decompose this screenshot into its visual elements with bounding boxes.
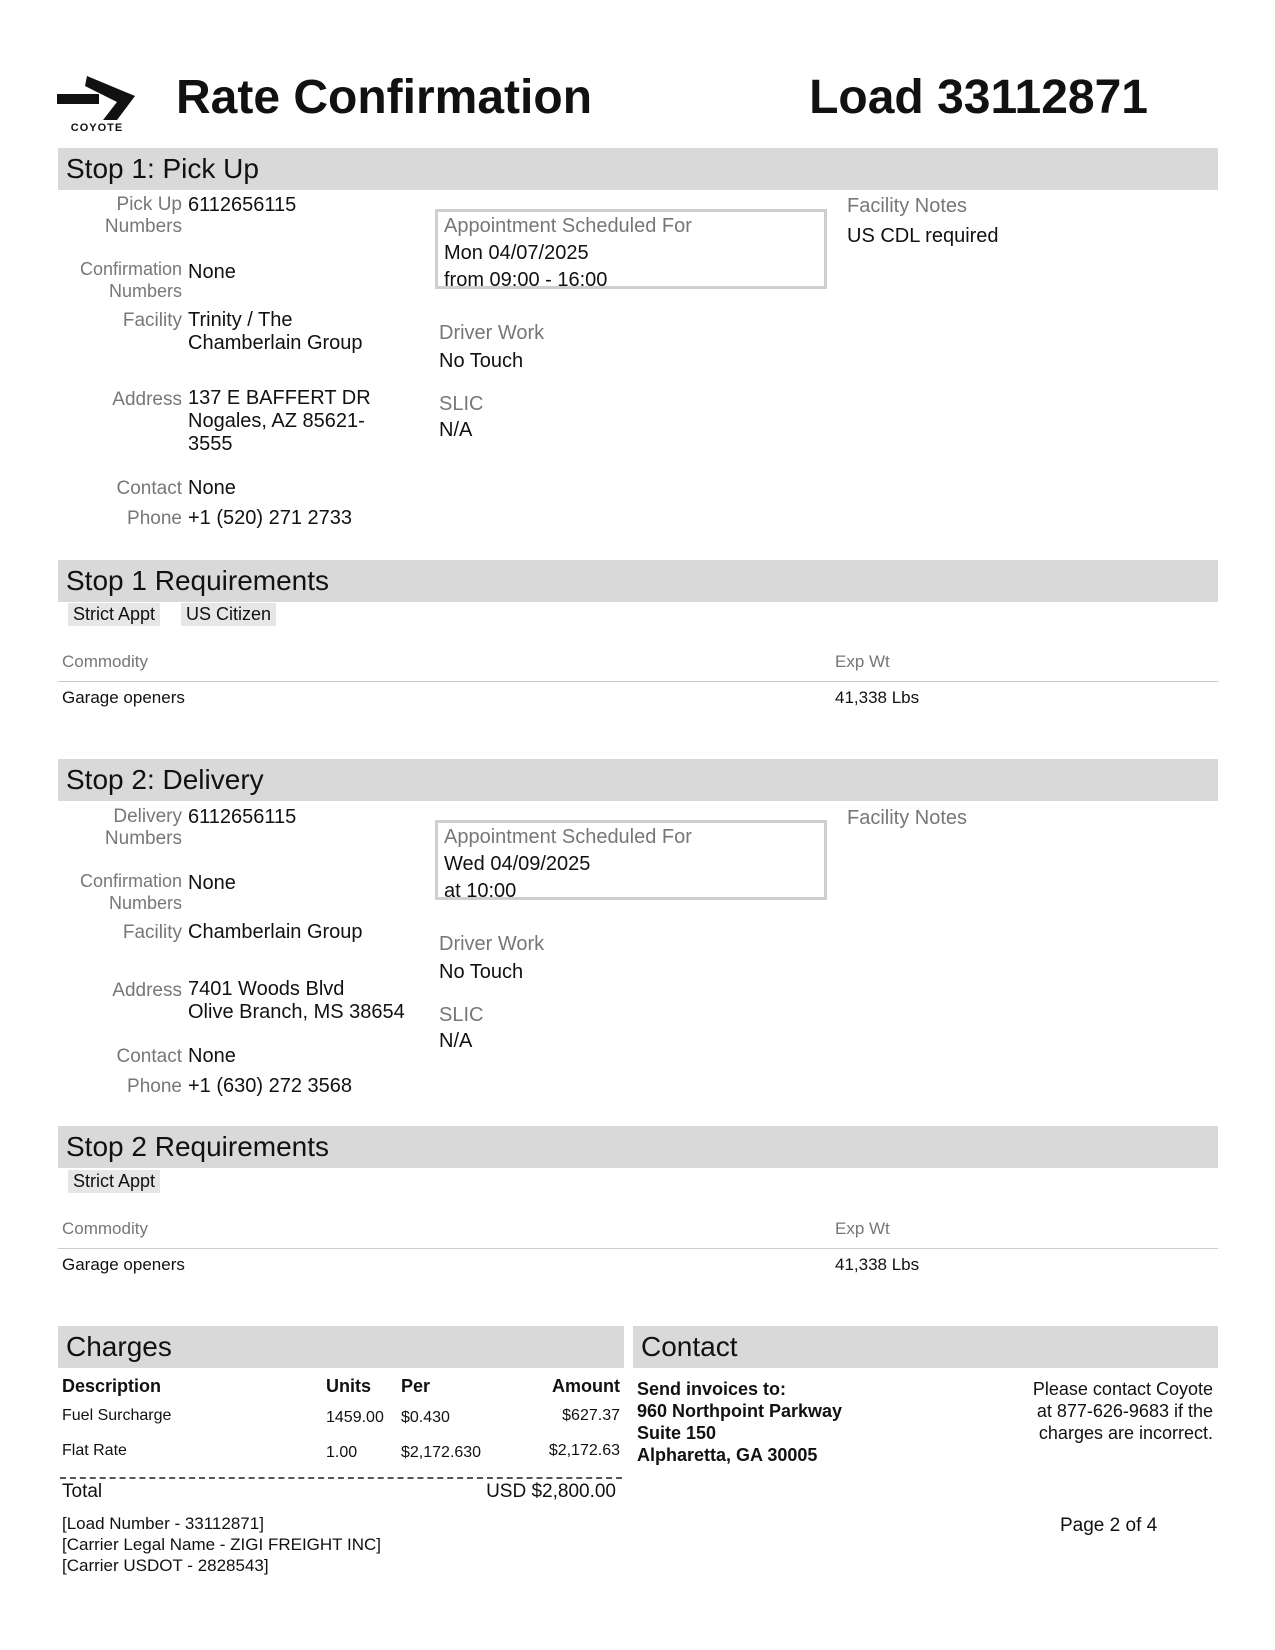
charges-total-divider [60,1477,622,1479]
stop1-confirmation: None [188,261,236,283]
charges-col-per: Per [401,1376,431,1396]
contact-note [960,1378,1213,1444]
load-number: Load 33112871 [809,71,1148,124]
footer-load-number: [Load Number - 33112871] [62,1514,264,1533]
stop2-numbers: 6112656115 [188,806,297,828]
stop1-tag-us-citizen: US Citizen [181,603,276,626]
stop2-expwt-header: Exp Wt [835,1219,890,1238]
stop1-driver-work: No Touch [439,350,524,372]
charges-col-units: Units [326,1376,371,1396]
stop1-facility-notes-label: Facility Notes [847,195,968,217]
stop1-driver-work-label: Driver Work [439,322,545,344]
invoice-address-line2: 960 Northpoint Parkway [637,1401,843,1421]
stop2-heading: Stop 2: Delivery [66,764,264,795]
stop2-address-line2: Olive Branch, MS 38654 [188,1001,405,1023]
contact-note-line3: charges are incorrect. [1038,1423,1213,1443]
stop1-numbers-label-2: Numbers [104,216,182,237]
stop2-confirmation-label-1: Confirmation [79,871,182,891]
invoice-address-line1: Send invoices to: [637,1379,787,1399]
stop1-appointment-time: from 09:00 - 16:00 [444,269,608,291]
stop2-commodity: Garage openers [62,1255,185,1274]
stop1-confirmation-label [52,258,182,302]
stop1-facility-label: Facility [122,310,182,331]
charges-col-amount: Amount [552,1376,620,1396]
stop1-confirmation-label-2: Numbers [108,281,182,301]
stop1-requirements-band [58,560,1218,602]
stop1-facility-line1: Trinity / The [188,309,293,331]
stop1-expwt-header: Exp Wt [835,652,890,671]
stop2-commodity-header: Commodity [62,1219,148,1238]
stop2-confirmation: None [188,872,236,894]
stop2-expwt: 41,338 Lbs [835,1255,920,1274]
stop1-facility-line2: Chamberlain Group [188,332,363,354]
stop1-numbers-label-1: Pick Up [116,194,182,215]
stop2-slic: N/A [439,1030,473,1052]
stop2-requirements-band [58,1126,1218,1168]
contact-note-line1: Please contact Coyote [1032,1379,1213,1399]
stop2-contact: None [188,1045,236,1067]
invoice-address-line3: Suite 150 [637,1423,717,1443]
stop2-numbers-label-2: Numbers [104,828,182,849]
coyote-logo [57,74,137,134]
charges-heading: Charges [66,1331,172,1362]
stop1-heading-band [58,148,1218,190]
contact-heading: Contact [641,1331,738,1362]
stop2-address-label: Address [112,980,182,1001]
stop1-address-label: Address [112,389,182,410]
stop1-phone-label: Phone [127,508,182,529]
stop2-confirmation-label [52,870,182,914]
stop2-appointment-heading: Appointment Scheduled For [444,826,692,848]
stop1-table-divider [58,681,1218,682]
page-title: Rate Confirmation [176,71,593,124]
stop2-driver-work-label: Driver Work [439,933,545,955]
stop1-slic-label: SLIC [439,393,484,415]
stop1-address-line2: Nogales, AZ 85621- [188,410,365,432]
invoice-address-line4: Alpharetta, GA 30005 [637,1445,818,1465]
stop2-address [188,978,438,1024]
logo-text: COYOTE [70,122,124,134]
stop1-address [188,387,428,456]
stop2-appointment-time: at 10:00 [444,880,517,902]
stop1-commodity: Garage openers [62,688,185,707]
charges-total-label: Total [62,1481,103,1502]
stop1-appointment-box [435,209,827,289]
stop2-table-divider [58,1248,1218,1249]
stop2-numbers-label [52,806,182,850]
stop1-slic: N/A [439,419,473,441]
footer-reference [62,1513,381,1576]
charge-row-2-amount: $2,172.63 [548,1442,620,1459]
stop1-facility-notes: US CDL required [847,225,999,247]
stop2-facility-label: Facility [122,922,182,943]
stop1-address-line3: 3555 [188,433,233,455]
stop1-tag-strict-appt: Strict Appt [68,603,160,626]
stop1-heading: Stop 1: Pick Up [66,153,259,184]
charge-row-1-per: $0.430 [401,1409,450,1426]
stop2-heading-band [58,759,1218,801]
contact-note-line2: at 877-626-9683 if the [1036,1401,1213,1421]
stop2-requirements-heading: Stop 2 Requirements [66,1131,330,1162]
stop2-facility: Chamberlain Group [188,921,363,943]
stop2-address-line1: 7401 Woods Blvd [188,978,345,1000]
stop1-phone: +1 (520) 271 2733 [188,507,353,529]
charge-row-1-units: 1459.00 [326,1409,384,1426]
charges-total-value: USD $2,800.00 [486,1481,616,1502]
charge-row-2-description: Flat Rate [62,1442,127,1459]
stop2-slic-label: SLIC [439,1004,484,1026]
page-number: Page 2 of 4 [1060,1515,1158,1536]
stop2-contact-label: Contact [116,1046,182,1067]
stop1-appointment-heading: Appointment Scheduled For [444,215,692,237]
stop1-numbers: 6112656115 [188,194,297,216]
stop2-phone: +1 (630) 272 3568 [188,1075,353,1097]
stop1-address-line1: 137 E BAFFERT DR [188,387,371,409]
stop1-contact: None [188,477,236,499]
stop1-confirmation-label-1: Confirmation [79,259,182,279]
stop2-tag-strict-appt: Strict Appt [68,1170,160,1193]
charge-row-2-per: $2,172.630 [401,1444,482,1461]
stop2-driver-work: No Touch [439,961,524,983]
stop1-expwt: 41,338 Lbs [835,688,920,707]
stop2-appointment-date: Wed 04/09/2025 [444,853,591,875]
footer-carrier-usdot: [Carrier USDOT - 2828543] [62,1556,269,1575]
stop1-requirements-heading: Stop 1 Requirements [66,565,330,596]
stop1-commodity-header: Commodity [62,652,148,671]
stop2-confirmation-label-2: Numbers [108,893,182,913]
stop2-appointment-box [435,820,827,900]
stop2-facility-notes-label: Facility Notes [847,807,968,829]
contact-band [633,1326,1218,1368]
stop1-facility [188,309,428,355]
stop1-numbers-label [52,194,182,238]
charge-row-2-units: 1.00 [326,1444,358,1461]
stop1-contact-label: Contact [116,478,182,499]
invoice-address [637,1378,842,1466]
stop2-phone-label: Phone [127,1076,182,1097]
stop1-appointment-date: Mon 04/07/2025 [444,242,589,264]
stop2-numbers-label-1: Delivery [113,806,182,827]
charges-band [58,1326,624,1368]
footer-carrier-name: [Carrier Legal Name - ZIGI FREIGHT INC] [62,1535,381,1554]
charge-row-1-amount: $627.37 [562,1407,620,1424]
charges-col-description: Description [62,1376,162,1396]
charge-row-1-description: Fuel Surcharge [62,1407,172,1424]
coyote-logo-icon [57,74,137,120]
